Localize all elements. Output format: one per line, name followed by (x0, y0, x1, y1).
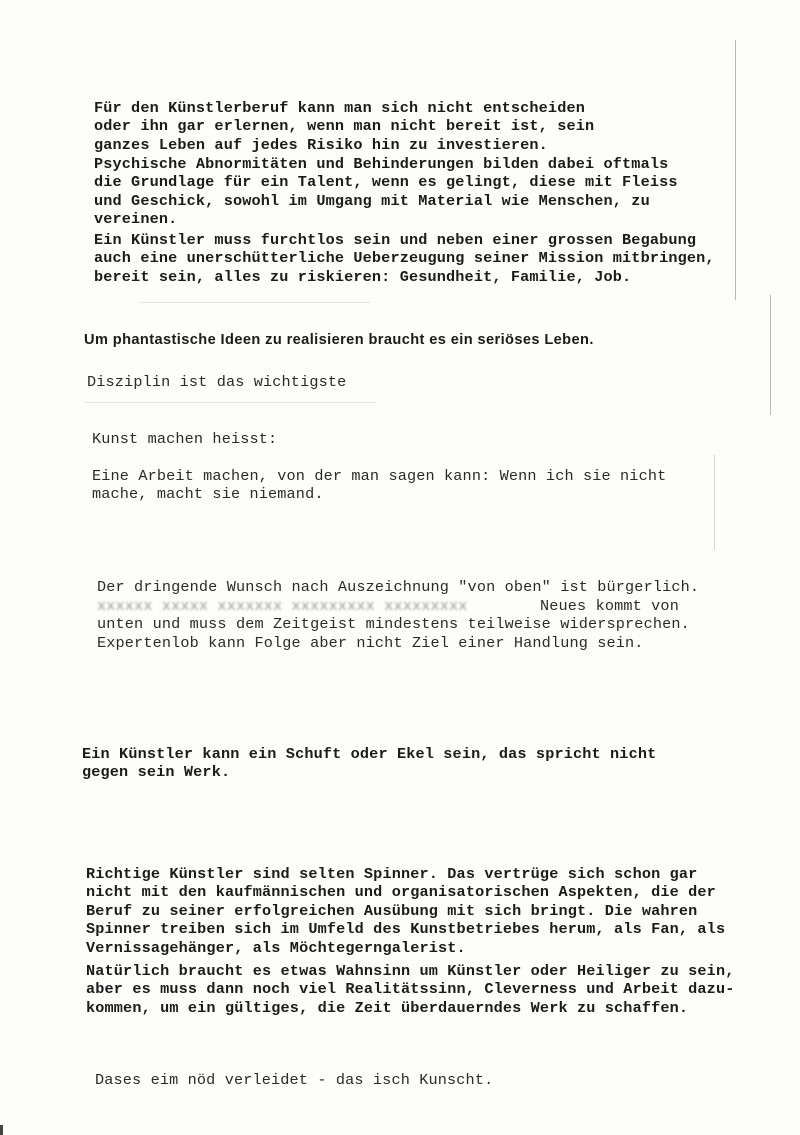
paragraph-kuenstlerberuf: Für den Künstlerberuf kann man sich nicht entscheiden oder ihn gar erlernen, wenn man nicht bereit ist, sein ganzes Leben auf jedes Risiko hin zu investieren. (94, 99, 595, 154)
paragraph-spinner: Richtige Künstler sind selten Spinner. Das vertrüge sich schon gar nicht mit den kaufmännischen und organisatorischen Aspekten, die der Beruf zu seiner erfolgreichen Ausübung mit sich bringt. Die wahren Spinner treiben sich im Umfeld des Kunstbetriebes herum, als Fan, als Vernissagehänger, als Möchtegerngalerist. (86, 865, 726, 957)
paragraph-furchtlos: Ein Künstler muss furchtlos sein und neben einer grossen Begabung auch eine unerschütterliche Ueberzeugung seiner Mission mitbringen, bereit sein, alles zu riskieren: Gesundheit, Familie, Job. (94, 231, 715, 286)
scan-edge-line (735, 40, 736, 300)
paragraph-kunscht: Dases eim nöd verleidet - das isch Kunscht. (95, 1071, 494, 1089)
paragraph-wahnsinn: Natürlich braucht es etwas Wahnsinn um Künstler oder Heiliger zu sein, aber es muss dann noch viel Realitätssinn, Cleverness und Arbeit dazu- kommen, um ein gültiges, die Zeit überdauerndes Werk zu schaffen. (86, 962, 735, 1017)
scan-smudge (140, 302, 370, 303)
paragraph-kunst-machen-heading: Kunst machen heisst: (92, 430, 278, 448)
paragraph-serioeses-leben: Um phantastische Ideen zu realisieren braucht es ein seriöses Leben. (84, 332, 594, 348)
paragraph-neues-kommt: Neues kommt von unten und muss dem Zeitgeist mindestens teilweise widersprechen. Expertenlob kann Folge aber nicht Ziel einer Handlung sein. (97, 597, 690, 652)
scan-edge-line (770, 295, 771, 415)
paragraph-auszeichnung: Der dringende Wunsch nach Auszeichnung "von oben" ist bürgerlich. (97, 578, 700, 596)
paragraph-arbeit-machen: Eine Arbeit machen, von der man sagen kann: Wenn ich sie nicht mache, macht sie niemand. (92, 467, 667, 504)
scan-smudge (85, 402, 375, 403)
paragraph-abnormitaeten: Psychische Abnormitäten und Behinderungen bilden dabei oftmals die Grundlage für ein Talent, wenn es gelingt, diese mit Fleiss und Geschick, sowohl im Umgang mit Material wie Menschen, zu vereinen. (94, 155, 678, 229)
blurred-redacted-text: xxxxxx xxxxx xxxxxxx xxxxxxxxx xxxxxxxxx (97, 597, 468, 615)
paragraph-disziplin: Disziplin ist das wichtigste (87, 373, 347, 391)
scan-edge-line (714, 455, 715, 550)
paragraph-schuft-oder-ekel: Ein Künstler kann ein Schuft oder Ekel sein, das spricht nicht gegen sein Werk. (82, 745, 657, 782)
scan-edge-mark (0, 1125, 3, 1135)
